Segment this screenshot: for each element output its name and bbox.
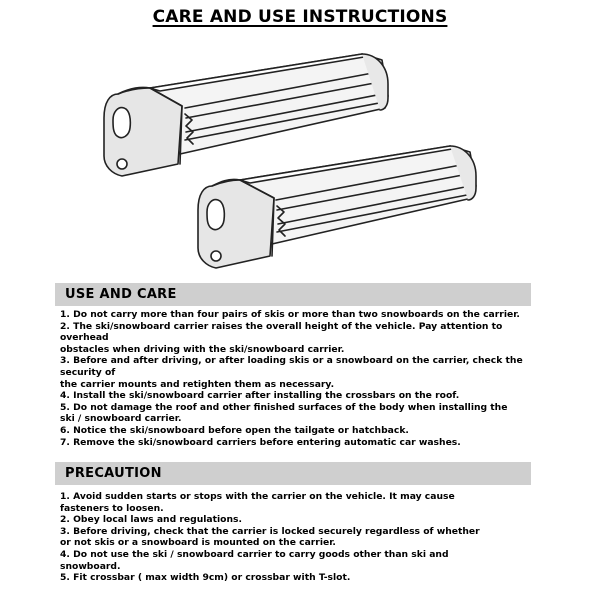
- list-item: 3. Before driving, check that the carrier is locked securely regardless of whether: [60, 525, 480, 537]
- list-item: security of: [60, 366, 116, 378]
- precaution-heading: PRECAUTION: [65, 466, 162, 481]
- list-item: 7. Remove the ski/snowboard carriers before entering automatic car washes.: [60, 436, 461, 448]
- carrier-lower: [198, 146, 476, 268]
- page-title: CARE AND USE INSTRUCTIONS: [152, 7, 448, 27]
- list-item: 1. Do not carry more than four pairs of skis or more than two snowboards on the carrier.: [60, 309, 520, 320]
- precaution-list: [60, 491, 550, 584]
- list-item: obstacles when driving with the ski/snowboard carrier.: [60, 343, 345, 355]
- list-item: 4. Do not use the ski / snowboard carrier to carry goods other than ski and: [60, 548, 449, 560]
- list-item: 2. The ski/snowboard carrier raises the overall height of the vehicle. Pay attention to: [60, 320, 503, 332]
- list-item: 4. Install the ski/snowboard carrier after installing the crossbars on the roof.: [60, 390, 460, 402]
- use-and-care-header: [55, 283, 531, 306]
- list-item: snowboard.: [60, 560, 121, 572]
- list-item: 1. Avoid sudden starts or stops with the carrier on the vehicle. It may cause: [60, 491, 455, 502]
- list-item: or not skis or a snowboard is mounted on the carrier.: [60, 537, 336, 549]
- list-item: overhead: [60, 332, 109, 344]
- list-item: 5. Fit crossbar ( max width 9cm) or crossbar with T-slot.: [60, 572, 351, 584]
- precaution-header: [55, 462, 531, 485]
- list-item: fasteners to loosen.: [60, 502, 164, 514]
- list-item: 3. Before and after driving, or after loading skis or a snowboard on the carrier, check the: [60, 355, 523, 367]
- use-and-care-heading: USE AND CARE: [65, 287, 177, 302]
- list-item: the carrier mounts and retighten them as necessary.: [60, 378, 335, 390]
- list-item: 6. Notice the ski/snowboard before open the tailgate or hatchback.: [60, 424, 409, 436]
- ski-carrier-illustration: [0, 36, 600, 276]
- carrier-upper: [104, 54, 388, 176]
- list-item: 5. Do not damage the roof and other finished surfaces of the body when installing the: [60, 401, 508, 413]
- use-and-care-list: [60, 309, 550, 448]
- list-item: ski / snowboard carrier.: [60, 413, 182, 425]
- list-item: 2. Obey local laws and regulations.: [60, 514, 242, 526]
